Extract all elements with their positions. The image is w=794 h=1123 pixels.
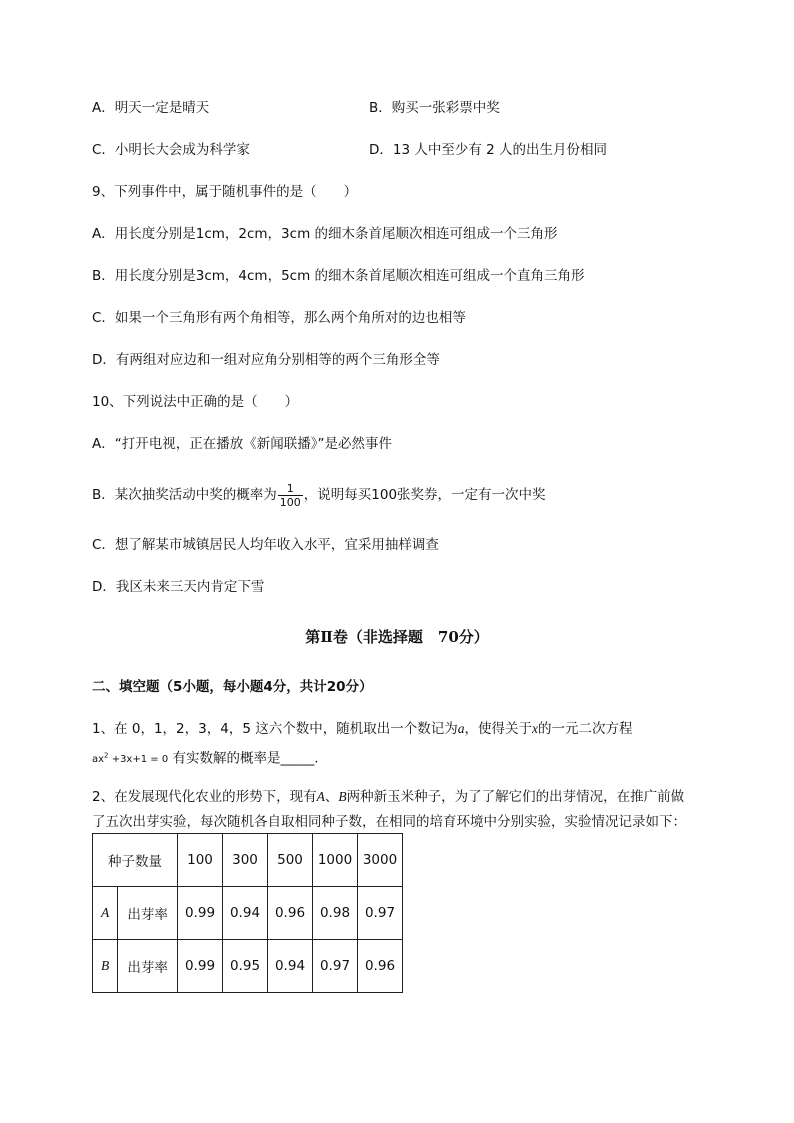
q9-option-a: A．用长度分别是1cm，2cm，3cm 的细木条首尾顺次相连可组成一个三角形 <box>92 226 558 242</box>
q10-stem: 10、下列说法中正确的是（ ） <box>92 394 299 410</box>
table-count: 3000 <box>358 834 403 887</box>
q8-option-d: D．13 人中至少有 2 人的出生月份相同 <box>369 142 608 158</box>
q10-option-c: C．想了解某市城镇居民人均年收入水平，宜采用抽样调查 <box>92 537 439 553</box>
fraction-numerator: 1 <box>278 482 303 496</box>
fill-q2-text-post: 两种新玉米种子，为了了解它们的出芽情况，在推广前做 <box>346 789 685 805</box>
table-row <box>93 940 403 993</box>
var-x: x <box>531 721 538 736</box>
table-cell: 0.98 <box>313 887 358 940</box>
table-cell: 0.96 <box>358 940 403 993</box>
table-count: 1000 <box>313 834 358 887</box>
section-title: 第Ⅱ卷（非选择题 70分） <box>305 628 489 646</box>
table-row <box>93 887 403 940</box>
var-A: A <box>316 789 325 804</box>
q8-option-b: B．购买一张彩票中奖 <box>369 100 500 116</box>
table-cell: 0.95 <box>223 940 268 993</box>
fill-q1-line1 <box>92 719 632 739</box>
q10-option-a: A．“打开电视，正在播放《新闻联播》”是必然事件 <box>92 436 392 452</box>
table-cell: 0.97 <box>313 940 358 993</box>
table-cell: 0.97 <box>358 887 403 940</box>
quadratic-equation <box>92 754 168 765</box>
table-seed-label: A <box>93 887 118 940</box>
fill-q1-text-pre: 1、在 0，1，2，3，4，5 这六个数中，随机取出一个数记为 <box>92 721 458 737</box>
table-cell: 0.94 <box>223 887 268 940</box>
q8-option-c: C．小明长大会成为科学家 <box>92 142 250 158</box>
var-B: B <box>338 789 347 804</box>
q8-option-a: A．明天一定是晴天 <box>92 100 210 116</box>
table-cell: 0.96 <box>268 887 313 940</box>
eq-rest: +3x+1 = 0 <box>108 754 169 766</box>
q9-option-b: B．用长度分别是3cm，4cm，5cm 的细木条首尾顺次相连可组成一个直角三角形 <box>92 268 585 284</box>
fill-q2-line1 <box>92 787 684 807</box>
var-a: a <box>457 721 465 736</box>
q10-option-d: D．我区未来三天内肯定下雪 <box>92 579 265 595</box>
table-count: 500 <box>268 834 313 887</box>
q9-stem: 9、下列事件中，属于随机事件的是（ ） <box>92 184 358 200</box>
q10-option-b <box>92 480 546 510</box>
table-cell: 0.94 <box>268 940 313 993</box>
q9-option-c: C．如果一个三角形有两个角相等，那么两个角所对的边也相等 <box>92 310 466 326</box>
q10-option-b-text-pre: B．某次抽奖活动中奖的概率为 <box>92 487 277 503</box>
fill-q1-text-end: 有实数解的概率是_____. <box>172 750 319 767</box>
fraction-denominator: 100 <box>279 495 301 509</box>
table-cell: 0.99 <box>178 887 223 940</box>
eq-sup: 2 <box>104 752 109 760</box>
part2-heading: 二、填空题（5小题，每小题4分，共计20分） <box>92 679 373 695</box>
germination-table <box>92 833 403 993</box>
q9-option-d: D．有两组对应边和一组对应角分别相等的两个三角形全等 <box>92 352 440 368</box>
table-rate-label: 出芽率 <box>118 940 178 993</box>
table-count: 300 <box>223 834 268 887</box>
fill-q2-line2: 了五次出芽实验，每次随机各自取相同种子数，在相同的培育环境中分别实验，实验情况记录如下： <box>92 814 686 830</box>
fill-q2-text-pre: 2、在发展现代化农业的形势下，现有 <box>92 789 317 805</box>
table-cell: 0.99 <box>178 940 223 993</box>
q10-option-b-text-post: ，说明每买100张奖券，一定有一次中奖 <box>303 487 546 503</box>
probability-fraction <box>278 482 303 509</box>
fill-q1-text-mid: ，使得关于 <box>464 721 532 737</box>
table-header-row <box>93 834 403 887</box>
fill-q2-sep: 、 <box>324 789 339 805</box>
table-count: 100 <box>178 834 223 887</box>
eq-a: ax <box>92 754 105 766</box>
table-header-label: 种子数量 <box>93 834 178 887</box>
table-seed-label: B <box>93 940 118 993</box>
fill-q1-line2 <box>92 746 319 770</box>
table-rate-label: 出芽率 <box>118 887 178 940</box>
fill-q1-text-post: 的一元二次方程 <box>537 721 633 737</box>
